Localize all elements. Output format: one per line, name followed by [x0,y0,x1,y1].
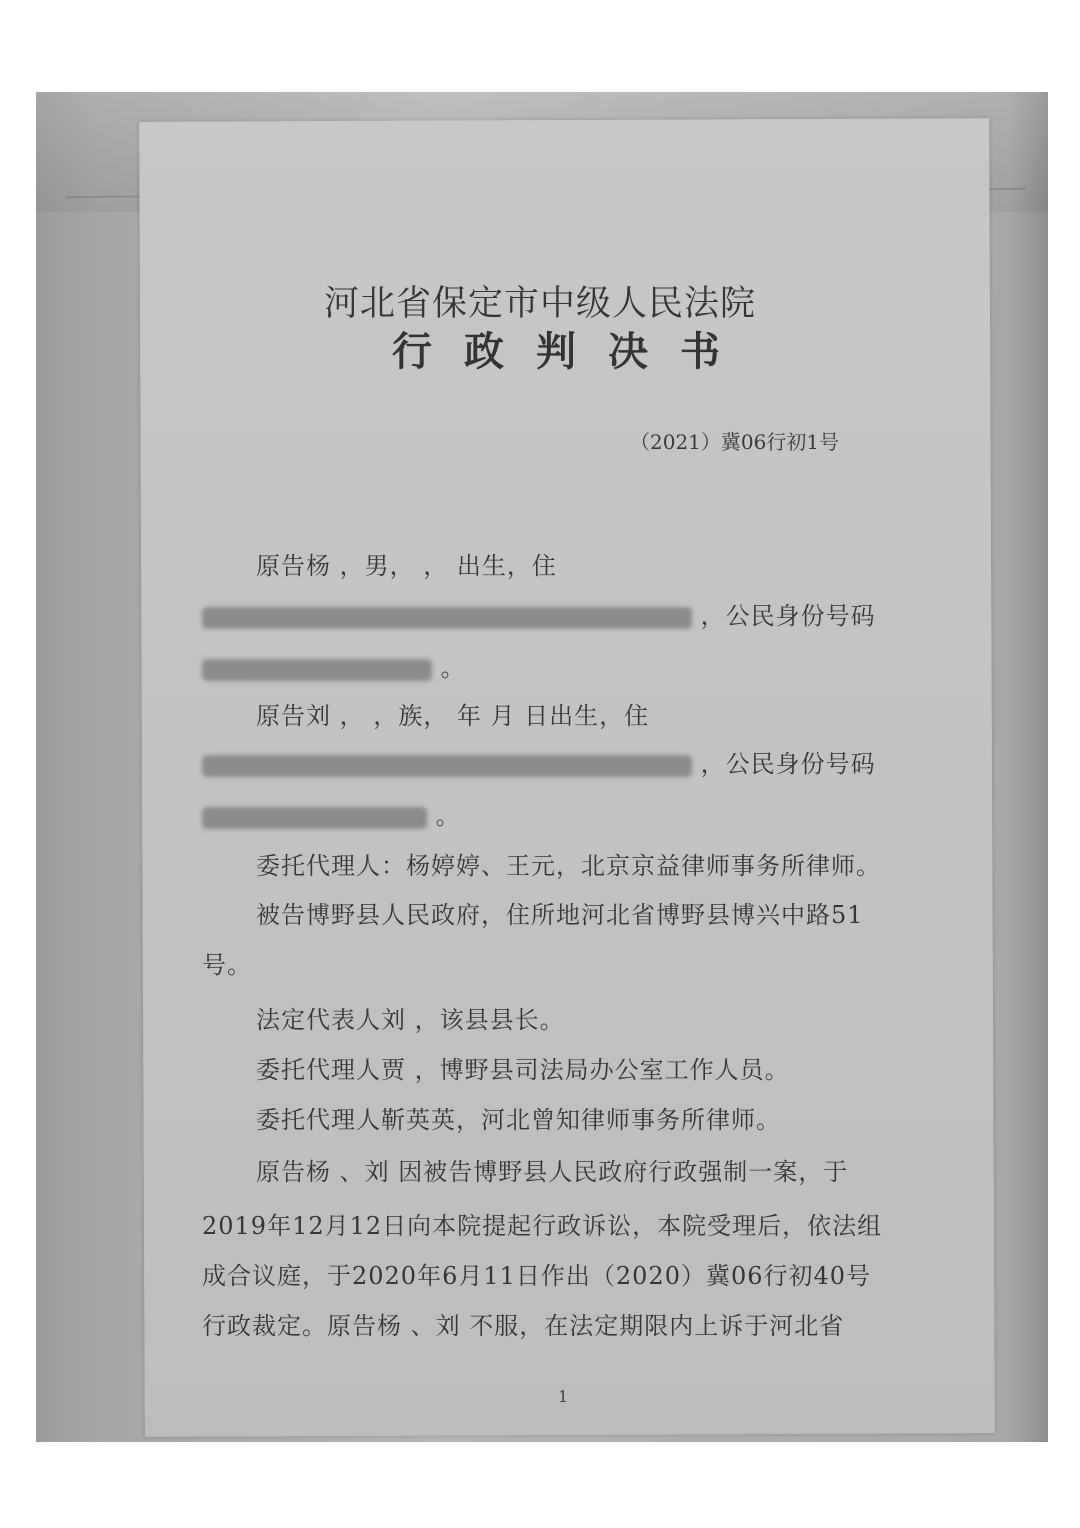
body-line-1 [256,546,557,581]
body-line-12 [256,1100,781,1135]
body-line-15 [202,1256,871,1291]
body-line-10-text: 法定代表人刘 ，该县县长。 [256,1006,565,1034]
body-line-6-text: 。 [435,802,461,830]
redaction-block [202,755,692,777]
body-line-1-text: 原告杨 ，男， ， 出生，住 [256,552,557,580]
body-line-7 [256,846,881,881]
body-line-2-text: ，公民身份号码 [700,602,876,630]
body-line-7-text: 委托代理人：杨婷婷、王元，北京京益律师事务所律师。 [256,852,881,880]
body-line-9-text: 号。 [202,951,252,979]
body-line-11-text: 委托代理人贾 ，博野县司法局办公室工作人员。 [256,1056,790,1084]
body-line-14 [202,1206,882,1241]
redaction-block [202,659,432,681]
body-line-13-text: 原告杨 、刘 因被告博野县人民政府行政强制一案，于 [256,1158,849,1186]
body-line-10 [256,1000,565,1035]
body-line-11 [256,1050,790,1085]
body-line-4-text: 原告刘 ， ，族， 年 月 日出生，住 [256,702,650,730]
page-number: 1 [558,1387,569,1406]
body-line-2 [202,596,876,631]
body-line-8-text: 被告博野县人民政府，住所地河北省博野县博兴中路51 [256,901,864,929]
document-type-title: 行政判决书 [392,328,752,375]
body-line-5-text: ，公民身份号码 [700,750,876,778]
body-line-6 [202,796,461,831]
redaction-block [202,607,692,629]
body-line-4 [256,696,649,731]
body-line-8 [256,895,864,930]
body-line-3-text: 。 [440,654,466,682]
body-line-14-text: 2019年12月12日向本院提起行政诉讼，本院受理后，依法组 [202,1212,883,1240]
body-line-3 [202,648,466,683]
redaction-block [202,807,427,829]
case-number: （2021）冀06行初1号 [630,430,840,454]
court-name: 河北省保定市中级人民法院 [323,284,756,324]
body-line-15-text: 成合议庭，于2020年6月11日作出（2020）冀06行初40号 [202,1262,872,1290]
body-line-5 [202,744,876,779]
body-line-9 [202,945,252,980]
body-line-12-text: 委托代理人靳英英，河北曾知律师事务所律师。 [256,1106,781,1134]
body-line-16 [202,1306,844,1341]
body-line-16-text: 行政裁定。原告杨 、刘 不服，在法定期限内上诉于河北省 [202,1312,845,1340]
body-line-13 [256,1152,848,1187]
